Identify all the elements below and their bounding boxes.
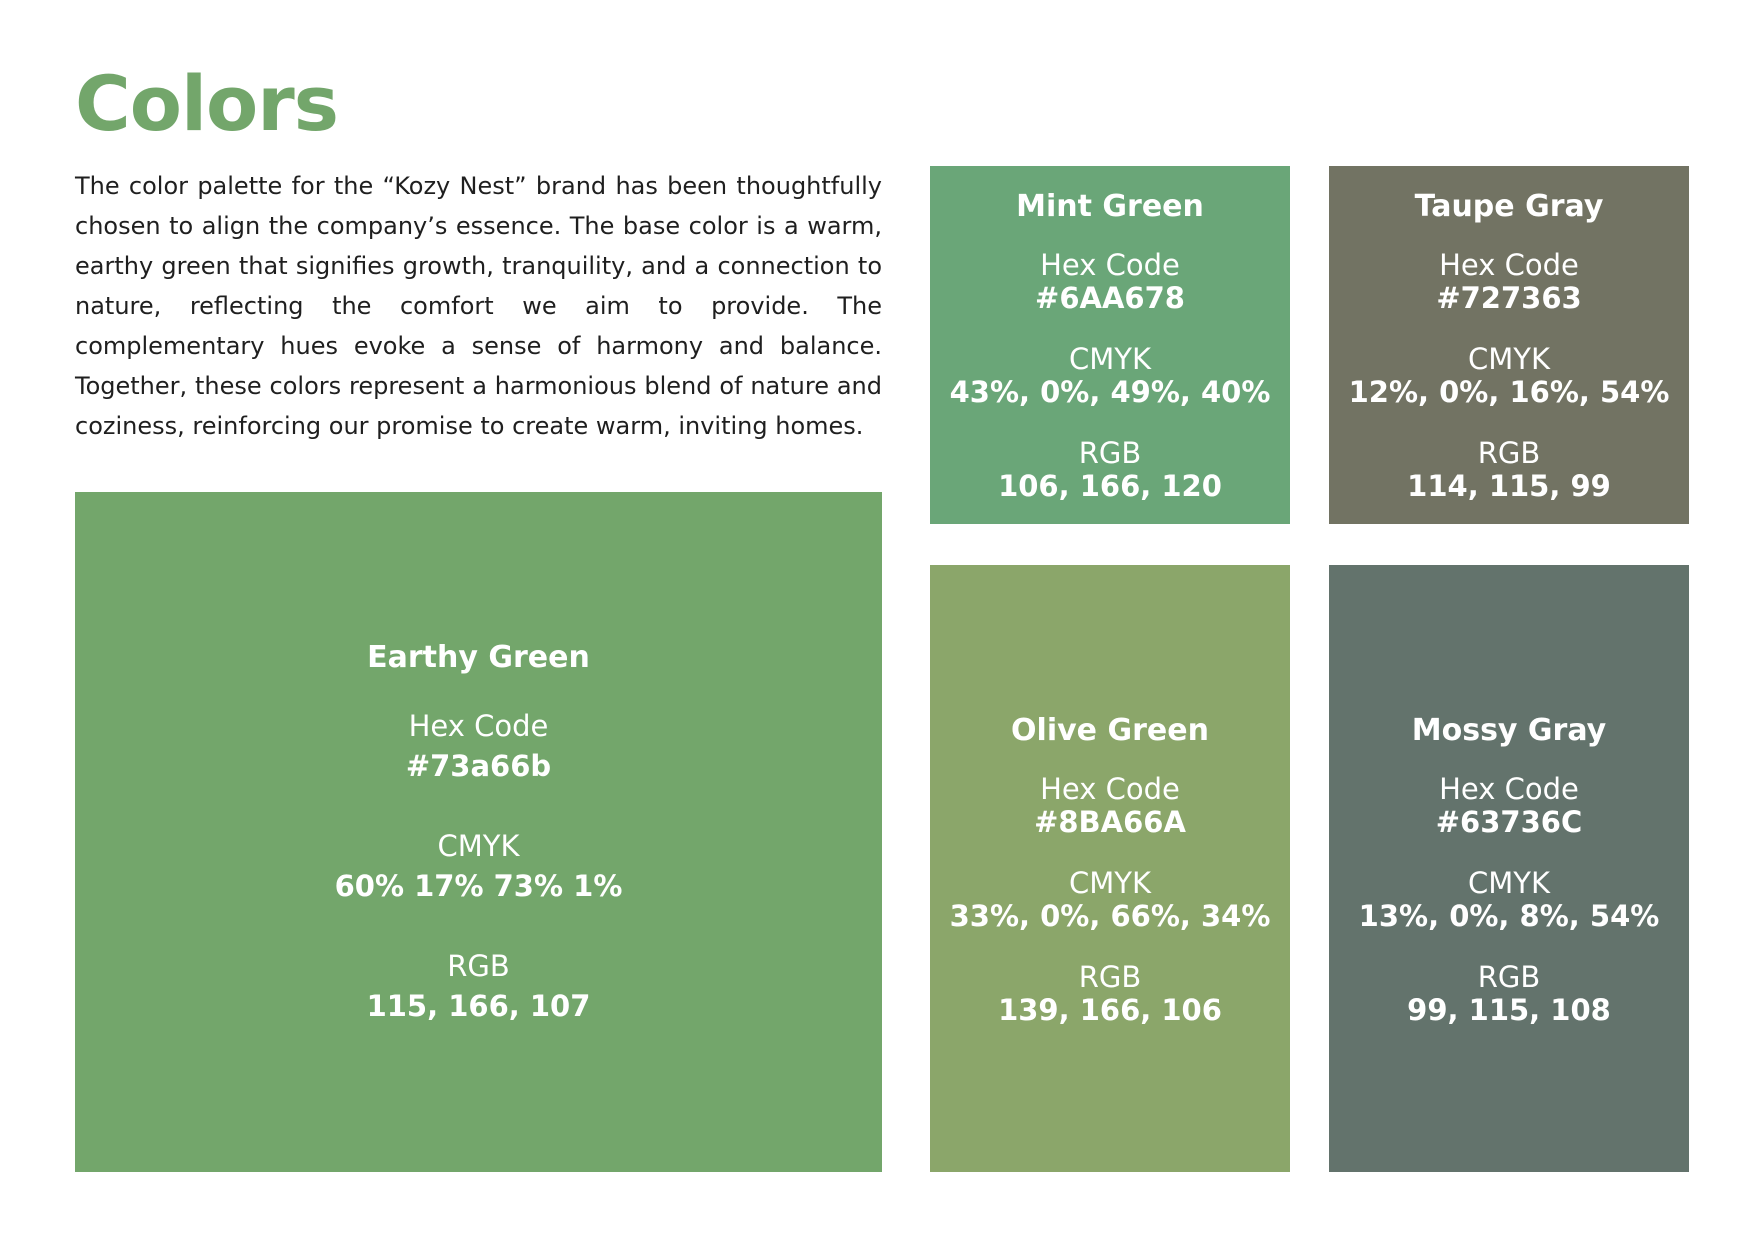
hex-value: #8BA66A bbox=[1034, 804, 1186, 839]
swatch-name: Mossy Gray bbox=[1411, 712, 1607, 748]
hex-value: #6AA678 bbox=[1035, 281, 1185, 315]
rgb-value: 114, 115, 99 bbox=[1407, 469, 1611, 503]
cmyk-label: CMYK bbox=[1467, 342, 1550, 376]
swatch-taupe-gray bbox=[1329, 166, 1689, 524]
rgb-value: 106, 166, 120 bbox=[998, 469, 1222, 503]
hex-value: #63736C bbox=[1435, 804, 1583, 839]
cmyk-label: CMYK bbox=[1467, 865, 1550, 900]
cmyk-label: CMYK bbox=[437, 829, 520, 863]
swatch-name: Mint Green bbox=[1016, 189, 1204, 224]
swatch-mint-green bbox=[930, 166, 1290, 524]
hex-label: Hex Code bbox=[1439, 771, 1579, 806]
rgb-value: 99, 115, 108 bbox=[1407, 992, 1611, 1027]
swatch-olive-green bbox=[930, 565, 1290, 1172]
rgb-label: RGB bbox=[1078, 959, 1142, 994]
swatch-name: Earthy Green bbox=[367, 640, 590, 675]
rgb-label: RGB bbox=[447, 949, 510, 983]
swatch-mossy-gray bbox=[1329, 565, 1689, 1172]
rgb-label: RGB bbox=[1477, 436, 1541, 470]
rgb-label: RGB bbox=[1078, 436, 1142, 470]
swatch-name: Olive Green bbox=[1011, 712, 1209, 748]
cmyk-value: 33%, 0%, 66%, 34% bbox=[949, 898, 1271, 933]
cmyk-label: CMYK bbox=[1068, 342, 1151, 376]
hex-label: Hex Code bbox=[1439, 248, 1579, 282]
page-title: Colors bbox=[75, 59, 338, 148]
cmyk-value: 12%, 0%, 16%, 54% bbox=[1348, 375, 1670, 409]
rgb-value: 115, 166, 107 bbox=[366, 989, 591, 1023]
cmyk-label: CMYK bbox=[1068, 865, 1151, 900]
hex-label: Hex Code bbox=[408, 709, 549, 743]
cmyk-value: 13%, 0%, 8%, 54% bbox=[1358, 898, 1660, 933]
hex-value: #73a66b bbox=[405, 749, 552, 783]
rgb-label: RGB bbox=[1477, 959, 1541, 994]
intro-paragraph: The color palette for the “Kozy Nest” brand has been thoughtfully chosen to align the company’s essence. The base color is a warm, earthy green that signifies growth, tranquility, and a connection to nature, reflecting the comfort we aim to provide. The complementary hues evoke a sense of harmony and balance. Together, these colors represent a harmonious blend of nature and coziness, reinforcing our promise to create warm, inviting homes. bbox=[75, 172, 882, 440]
swatch-earthy-green bbox=[75, 492, 882, 1172]
cmyk-value: 60% 17% 73% 1% bbox=[334, 869, 623, 903]
rgb-value: 139, 166, 106 bbox=[998, 992, 1222, 1027]
hex-value: #727363 bbox=[1436, 281, 1582, 315]
cmyk-value: 43%, 0%, 49%, 40% bbox=[949, 375, 1271, 409]
hex-label: Hex Code bbox=[1040, 771, 1180, 806]
swatch-name: Taupe Gray bbox=[1414, 189, 1604, 224]
hex-label: Hex Code bbox=[1040, 248, 1180, 282]
